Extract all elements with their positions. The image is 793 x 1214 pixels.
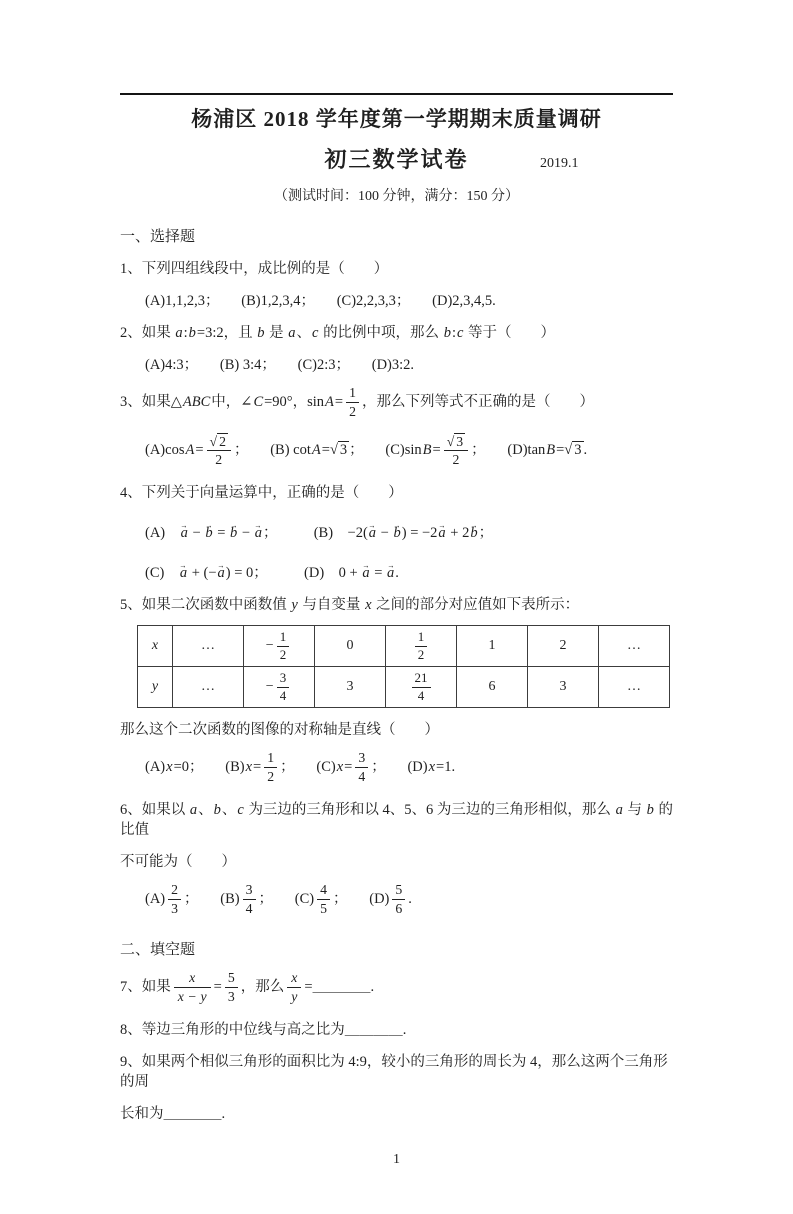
table-cell: …: [173, 667, 244, 708]
table-cell: 2: [528, 626, 599, 667]
q7-stem: 7、如果 $\frac{x}{x - y}$ = $\frac{5}{3}$ ，那么 $\frac{x}{y}$ =＿＿＿＿.: [120, 970, 375, 1004]
table-cell: 3: [528, 667, 599, 708]
table-cell: 1: [457, 626, 528, 667]
q1-options: (A)1,1,2,3； (B)1,2,3,4； (C)2,2,3,3； (D)2,3,4,5.: [145, 293, 496, 309]
table-cell: y: [138, 667, 173, 708]
exam-subtitle: 初三数学试卷: [324, 147, 469, 172]
page-title: 杨浦区 2018 学年度第一学期期末质量调研: [191, 107, 602, 131]
table-cell: $\frac{1}{2}$: [386, 626, 457, 667]
table-cell: − $\frac{1}{2}$: [244, 626, 315, 667]
header-rule: [120, 93, 673, 95]
exam-document: [120, 93, 673, 1124]
q4-options-cd: (C) → a + (−→ a) = 0； (D) 0 + → a = → a.: [145, 555, 673, 583]
section-heading-fill: 二、填空题: [120, 942, 196, 958]
q6-options: (A) $\frac{2}{3}$ ； (B) $\frac{3}{4}$ ； (C) $\frac{4}{5}$ ； (D) $\frac{5}{6}$ .: [145, 882, 412, 916]
page-number: 1: [393, 1152, 400, 1167]
q4-stem: 4、下列关于向量运算中，正确的是（ ）: [120, 485, 403, 501]
exam-info-line: （测试时间：100 分钟，满分：150 分）: [274, 189, 519, 204]
q9-stem-line1: 9、如果两个相似三角形的面积比为 4:9，较小的三角形的周长为 4，那么这两个三角形的周: [120, 1054, 668, 1090]
q9-stem-line2: 长和为＿＿＿＿.: [120, 1106, 226, 1122]
q4-options-ab: (A) → a − → b = → b − → a； (B) −2(→ a − → b) = −2→ a + 2→ b；: [145, 515, 673, 543]
table-row-y: [138, 667, 670, 708]
q2-stem: 2、如果 a:b=3:2，且 b 是 a、c 的比例中项，那么 b:c 等于（ ）: [120, 325, 556, 341]
exam-date: 2019.1: [540, 156, 579, 171]
table-cell: …: [173, 626, 244, 667]
section-heading-choice: 一、选择题: [120, 229, 196, 245]
table-row-x: [138, 626, 670, 667]
q5-stem-continued: 那么这个二次函数的图像的对称轴是直线（ ）: [120, 722, 439, 738]
q1-stem: 1、下列四组线段中，成比例的是（ ）: [120, 261, 389, 277]
table-cell: − $\frac{3}{4}$: [244, 667, 315, 708]
q2-options: (A)4:3； (B) 3:4； (C)2:3； (D)3:2.: [145, 357, 415, 373]
q5-options: (A) x =0； (B) x = $\frac{1}{2}$ ； (C) x = $\frac{3}{4}$ ； (D) x =1.: [145, 750, 456, 784]
table-cell: x: [138, 626, 173, 667]
q8-stem: 8、等边三角形的中位线与高之比为＿＿＿＿.: [120, 1022, 407, 1038]
table-cell: 3: [315, 667, 386, 708]
q5-value-table: [137, 625, 670, 708]
table-cell: 0: [315, 626, 386, 667]
q6-stem-line1: 6、如果以 a、b、c 为三边的三角形和以 4、5、6 为三边的三角形相似，那么 a 与 b 的比值: [120, 802, 673, 838]
q5-stem: 5、如果二次函数中函数值 y 与自变量 x 之间的部分对应值如下表所示：: [120, 597, 580, 613]
q6-stem-line2: 不可能为（ ）: [120, 854, 236, 870]
table-cell: 6: [457, 667, 528, 708]
table-cell: $\frac{21}{4}$: [386, 667, 457, 708]
table-cell: …: [599, 667, 670, 708]
q3-stem: 3、如果△ ABC 中，∠ C =90°，sin A = $\frac{1}{2}$ ，那么下列等式不正确的是（ ）: [120, 385, 594, 419]
table-cell: …: [599, 626, 670, 667]
subtitle-row: [120, 145, 673, 175]
q3-options: (A)cos A = $\frac{√ 2}{2}$ ； (B) cot A = √ 3 ； (C)sin B = $\frac{√ 3}{2}$ ； (D)tan B = √ 3 .: [145, 433, 588, 468]
